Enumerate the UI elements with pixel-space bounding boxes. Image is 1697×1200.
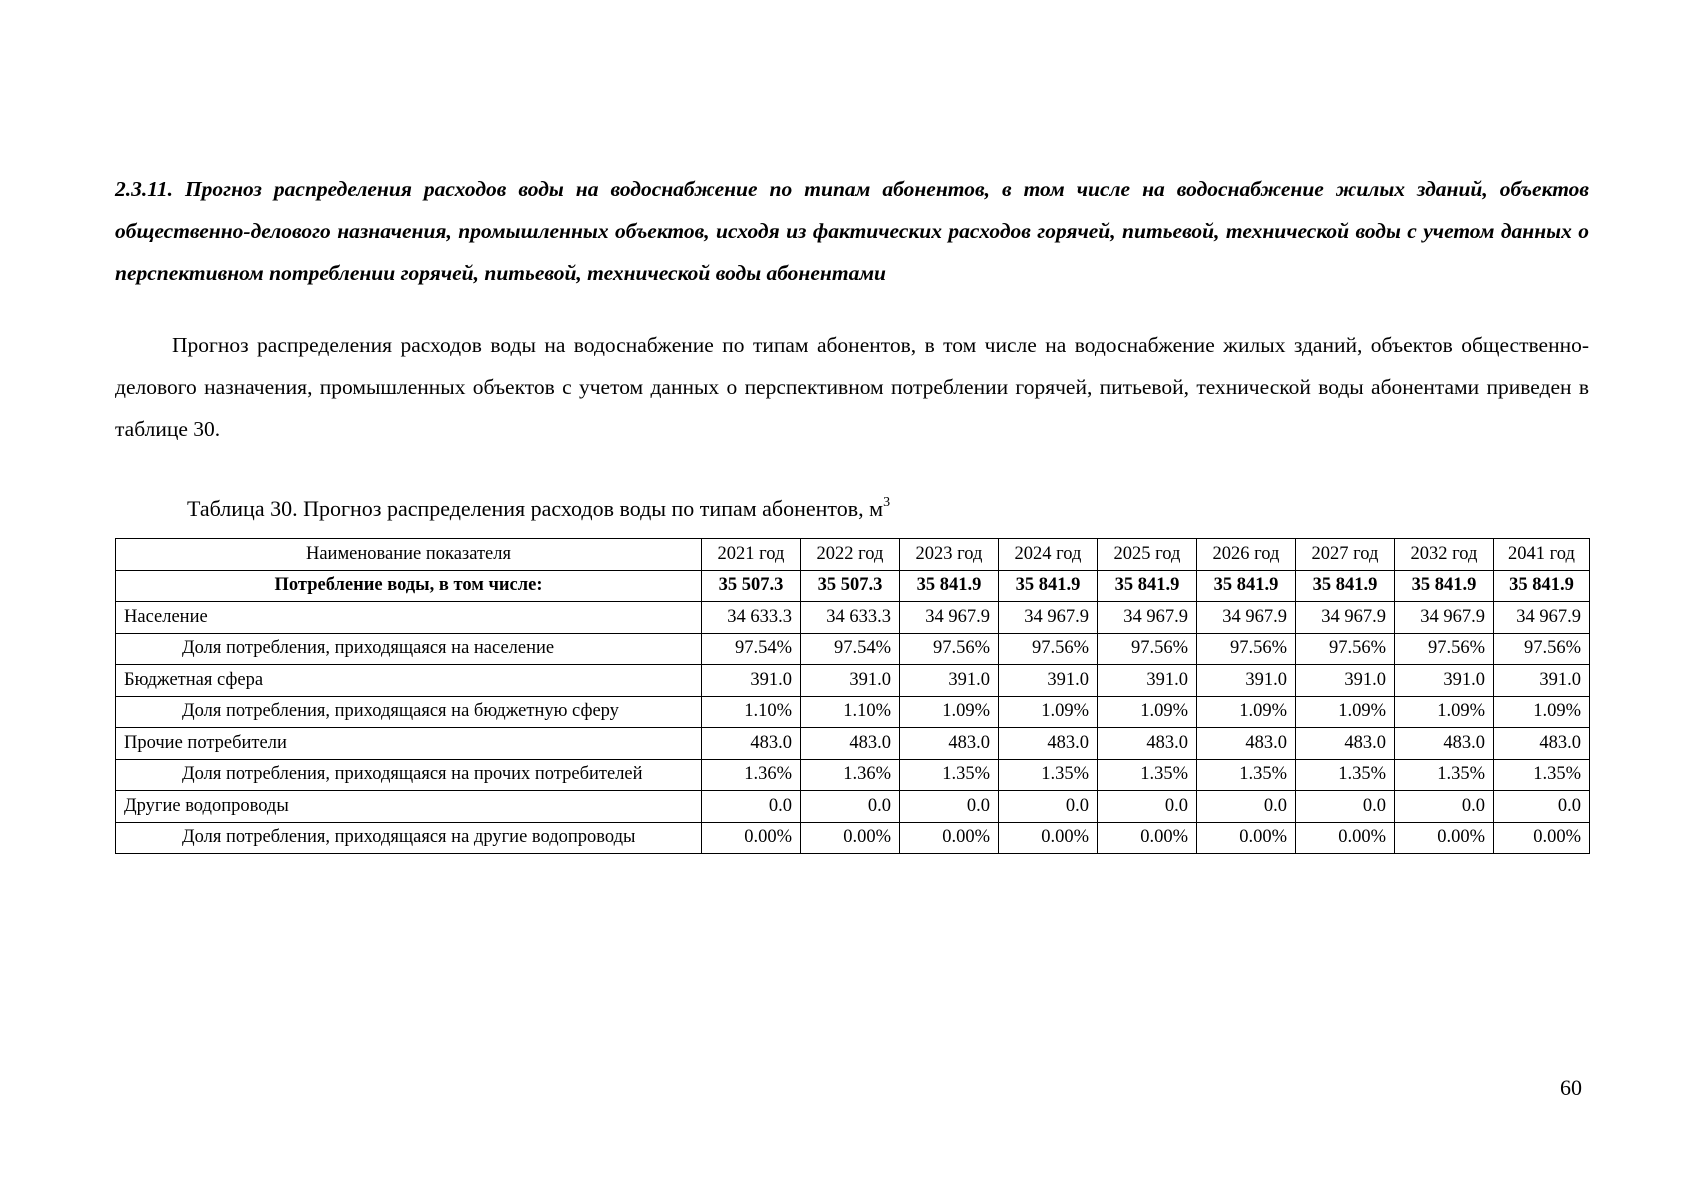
table-cell: 1.35% (999, 759, 1098, 791)
table-cell: 35 507.3 (801, 570, 900, 602)
table-cell: 0.0 (900, 791, 999, 823)
row-label: Доля потребления, приходящаяся на другие водопроводы (116, 822, 702, 854)
table-header-row (116, 539, 1590, 571)
body-paragraph: Прогноз распределения расходов воды на водоснабжение по типам абонентов, в том числе на водоснабжение жилых зданий, объектов общественно-делового назначения, промышленных объектов с учетом данных о перспективном потреблении горячей, питьевой, технической воды абонентами приведен в таблице 30. (115, 333, 1589, 441)
column-header: 2024 год (999, 539, 1098, 571)
table-cell: 1.35% (1197, 759, 1296, 791)
table-cell: 0.00% (1098, 822, 1197, 854)
table-cell: 391.0 (999, 665, 1098, 697)
table-cell: 0.00% (1395, 822, 1494, 854)
table-cell: 1.35% (1395, 759, 1494, 791)
table-cell: 34 633.3 (702, 602, 801, 634)
table-cell: 483.0 (1197, 728, 1296, 760)
forecast-table (115, 538, 1590, 854)
table-row (116, 696, 1590, 728)
table-cell: 391.0 (1395, 665, 1494, 697)
column-header: 2027 год (1296, 539, 1395, 571)
table-cell: 0.0 (1494, 791, 1590, 823)
table-cell: 483.0 (1395, 728, 1494, 760)
table-row (116, 822, 1590, 854)
table-cell: 1.10% (801, 696, 900, 728)
table-cell: 34 967.9 (1296, 602, 1395, 634)
page-number: 60 (1560, 1075, 1582, 1100)
column-header: 2025 год (1098, 539, 1197, 571)
table-cell: 0.00% (702, 822, 801, 854)
row-label: Население (116, 602, 702, 634)
table-cell: 1.09% (999, 696, 1098, 728)
table-cell: 0.00% (1296, 822, 1395, 854)
table-cell: 1.35% (1098, 759, 1197, 791)
table-cell: 483.0 (1098, 728, 1197, 760)
table-cell: 0.0 (1296, 791, 1395, 823)
table-cell: 483.0 (1296, 728, 1395, 760)
table-cell: 0.0 (1395, 791, 1494, 823)
table-cell: 1.10% (702, 696, 801, 728)
table-cell: 97.54% (702, 633, 801, 665)
row-label: Доля потребления, приходящаяся на население (116, 633, 702, 665)
table-cell: 1.36% (801, 759, 900, 791)
table-cell: 483.0 (702, 728, 801, 760)
table-cell: 1.09% (1395, 696, 1494, 728)
table-cell: 391.0 (1296, 665, 1395, 697)
table-cell: 0.0 (801, 791, 900, 823)
table-cell: 35 841.9 (1395, 570, 1494, 602)
row-label: Прочие потребители (116, 728, 702, 760)
table-cell: 97.56% (999, 633, 1098, 665)
table-cell: 1.36% (702, 759, 801, 791)
row-label: Доля потребления, приходящаяся на прочих потребителей (116, 759, 702, 791)
table-cell: 0.0 (702, 791, 801, 823)
table-cell: 35 841.9 (999, 570, 1098, 602)
table-cell: 0.00% (1197, 822, 1296, 854)
table-row (116, 791, 1590, 823)
table-cell: 1.09% (1197, 696, 1296, 728)
table-cell: 1.09% (900, 696, 999, 728)
table-cell: 391.0 (801, 665, 900, 697)
table-row (116, 633, 1590, 665)
table-cell: 34 967.9 (1395, 602, 1494, 634)
table-row (116, 602, 1590, 634)
row-label: Доля потребления, приходящаяся на бюджетную сферу (116, 696, 702, 728)
row-label: Бюджетная сфера (116, 665, 702, 697)
table-cell: 483.0 (1494, 728, 1590, 760)
table-row (116, 665, 1590, 697)
table-row (116, 728, 1590, 760)
table-cell: 1.09% (1098, 696, 1197, 728)
table-cell: 483.0 (999, 728, 1098, 760)
row-label: Другие водопроводы (116, 791, 702, 823)
table-cell: 34 967.9 (1197, 602, 1296, 634)
table-cell: 1.35% (1296, 759, 1395, 791)
table-cell: 97.56% (1296, 633, 1395, 665)
table-cell: 34 967.9 (1494, 602, 1590, 634)
column-header: 2041 год (1494, 539, 1590, 571)
table-cell: 35 507.3 (702, 570, 801, 602)
table-cell: 391.0 (1197, 665, 1296, 697)
table-cell: 483.0 (900, 728, 999, 760)
table-cell: 1.09% (1296, 696, 1395, 728)
table-cell: 0.0 (1197, 791, 1296, 823)
table-cell: 35 841.9 (1296, 570, 1395, 602)
column-header: Наименование показателя (116, 539, 702, 571)
row-label: Потребление воды, в том числе: (116, 570, 702, 602)
table-cell: 35 841.9 (1098, 570, 1197, 602)
table-row (116, 759, 1590, 791)
table-cell: 35 841.9 (1197, 570, 1296, 602)
table-cell: 34 967.9 (1098, 602, 1197, 634)
table-cell: 34 633.3 (801, 602, 900, 634)
table-cell: 1.09% (1494, 696, 1590, 728)
column-header: 2021 год (702, 539, 801, 571)
table-cell: 0.00% (999, 822, 1098, 854)
table-cell: 34 967.9 (999, 602, 1098, 634)
table-cell: 0.00% (1494, 822, 1590, 854)
table-caption (187, 494, 890, 524)
table-cell: 0.0 (999, 791, 1098, 823)
table-cell: 391.0 (1494, 665, 1590, 697)
table-cell: 483.0 (801, 728, 900, 760)
table-cell: 0.00% (900, 822, 999, 854)
table-cell: 35 841.9 (900, 570, 999, 602)
column-header: 2026 год (1197, 539, 1296, 571)
table-cell: 34 967.9 (900, 602, 999, 634)
table-caption-text: Таблица 30. Прогноз распределения расходов воды по типам абонентов, м (187, 496, 884, 521)
table-cell: 391.0 (702, 665, 801, 697)
section-heading: 2.3.11. Прогноз распределения расходов воды на водоснабжение по типам абонентов, в том числе на водоснабжение жилых зданий, объектов общественно-делового назначения, промышленных объектов, исходя из фактических расходов горячей, питьевой, технической воды с учетом данных о перспективном потреблении горячей, питьевой, технической воды абонентами (115, 177, 1589, 285)
table-caption-superscript: 3 (883, 495, 891, 510)
table-cell: 97.54% (801, 633, 900, 665)
table-cell: 391.0 (1098, 665, 1197, 697)
table-cell: 1.35% (900, 759, 999, 791)
table-cell: 97.56% (1197, 633, 1296, 665)
table-cell: 97.56% (900, 633, 999, 665)
column-header: 2023 год (900, 539, 999, 571)
column-header: 2032 год (1395, 539, 1494, 571)
table-cell: 97.56% (1494, 633, 1590, 665)
table-cell: 0.00% (801, 822, 900, 854)
table-cell: 391.0 (900, 665, 999, 697)
table-cell: 0.0 (1098, 791, 1197, 823)
table-cell: 35 841.9 (1494, 570, 1590, 602)
table-cell: 97.56% (1098, 633, 1197, 665)
table-cell: 97.56% (1395, 633, 1494, 665)
table-row (116, 570, 1590, 602)
table-cell: 1.35% (1494, 759, 1590, 791)
column-header: 2022 год (801, 539, 900, 571)
